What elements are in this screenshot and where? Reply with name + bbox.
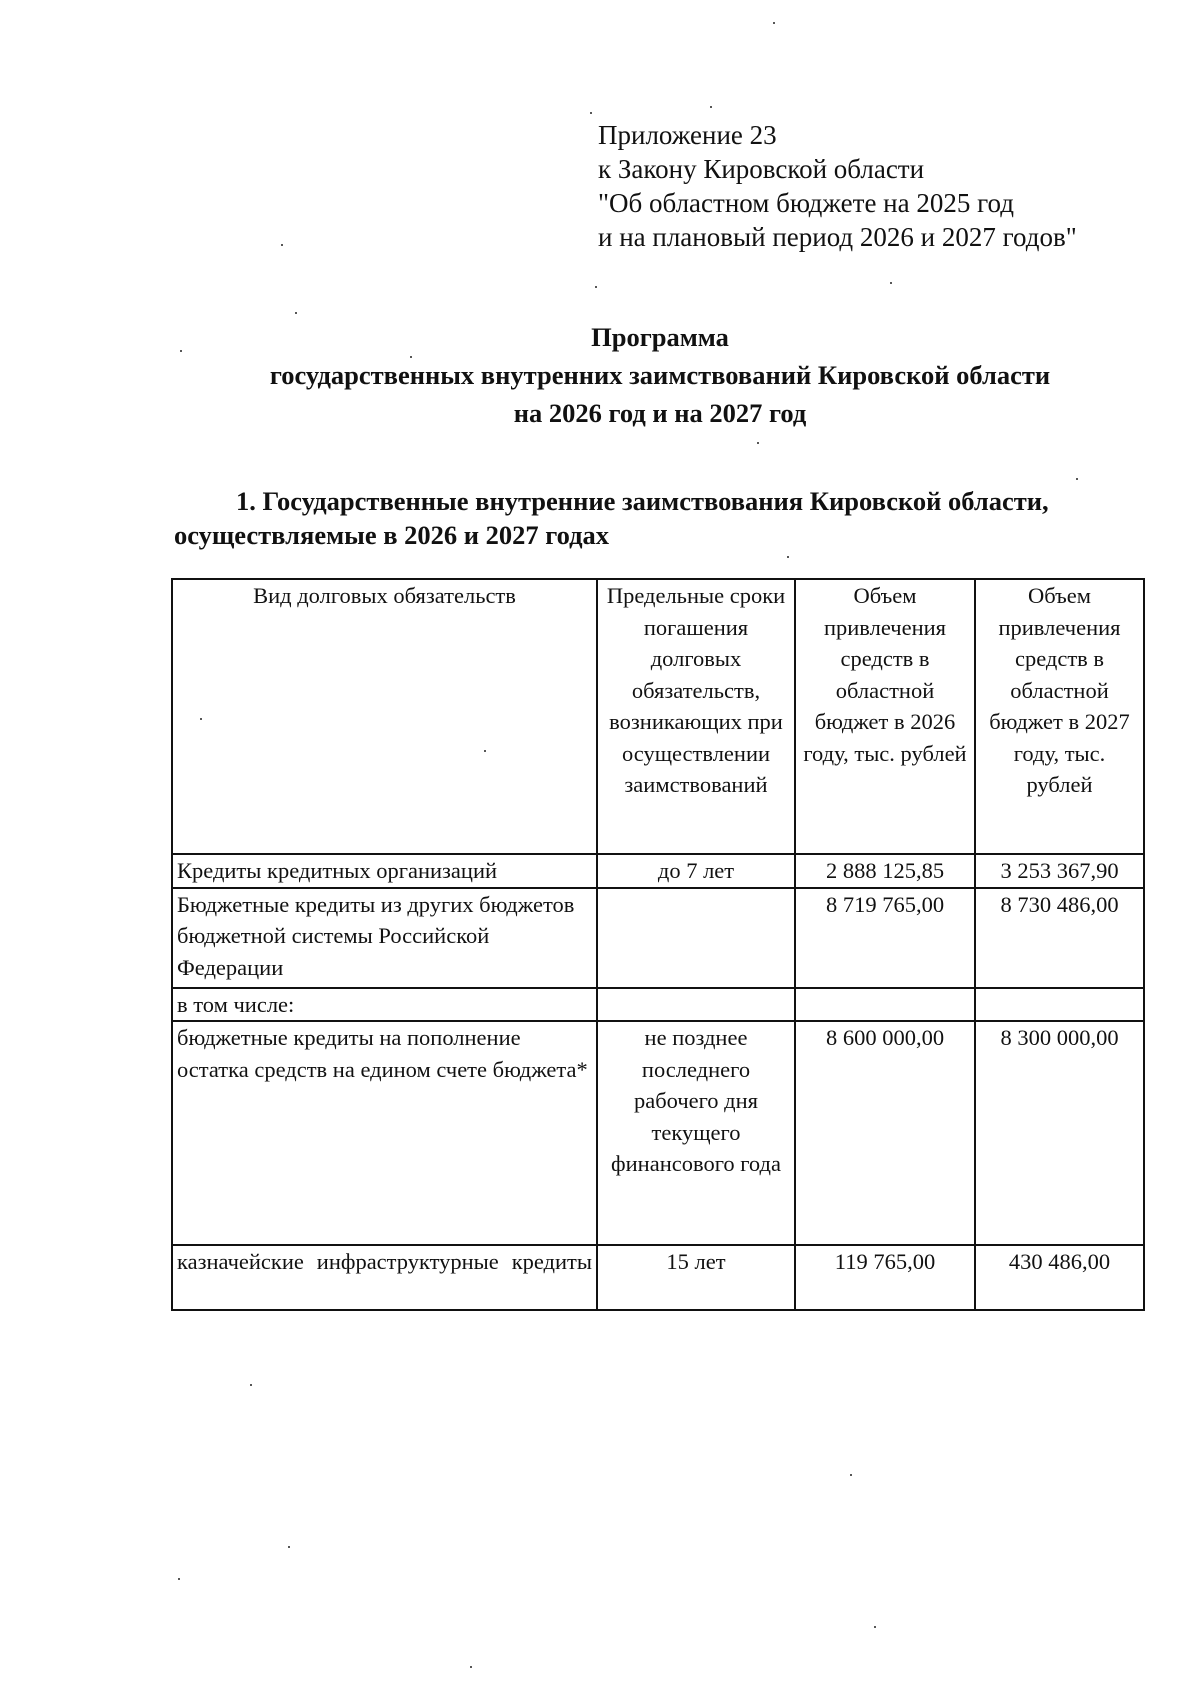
- cell-volume-2026: 8 600 000,00: [795, 1021, 975, 1245]
- title-line: государственных внутренних заимствований Кировской области: [269, 360, 1051, 390]
- cell-maturity: [597, 988, 795, 1022]
- scan-speck: [180, 350, 182, 352]
- column-header-debt-type: Вид долговых обязательств: [172, 579, 597, 854]
- title-line: Программа: [591, 322, 729, 352]
- scan-speck: [787, 556, 789, 558]
- cell-volume-2027: 8 730 486,00: [975, 888, 1144, 988]
- cell-volume-2026: 8 719 765,00: [795, 888, 975, 988]
- cell-debt-type: бюджетные кредиты на пополнение остатка средств на едином счете бюджета*: [172, 1021, 597, 1245]
- scan-speck: [710, 106, 712, 108]
- scan-speck: [1076, 478, 1078, 480]
- scan-speck: [288, 1546, 290, 1548]
- scan-speck: [484, 750, 486, 752]
- table-row: [172, 1245, 1144, 1310]
- table-row: [172, 988, 1144, 1022]
- cell-maturity: не позднее последнего рабочего дня текущего финансового года: [597, 1021, 795, 1245]
- appendix-line: Приложение 23: [598, 120, 777, 150]
- cell-volume-2026: 2 888 125,85: [795, 854, 975, 888]
- scan-speck: [281, 244, 283, 246]
- cell-volume-2026: 119 765,00: [795, 1245, 975, 1310]
- section-heading-line: осуществляемые в 2026 и 2027 годах: [174, 520, 610, 550]
- cell-debt-type: в том числе:: [172, 988, 597, 1022]
- table-row: [172, 854, 1144, 888]
- cell-volume-2027: 430 486,00: [975, 1245, 1144, 1310]
- table-row: [172, 888, 1144, 988]
- cell-maturity: до 7 лет: [597, 854, 795, 888]
- appendix-line: к Закону Кировской области: [598, 154, 925, 184]
- scan-speck: [874, 1626, 876, 1628]
- scan-speck: [757, 442, 759, 444]
- table-row: [172, 1021, 1144, 1245]
- scan-speck: [850, 1474, 852, 1476]
- scan-speck: [200, 718, 202, 720]
- scan-speck: [890, 282, 892, 284]
- section-heading: [174, 484, 1174, 552]
- cell-maturity: [597, 888, 795, 988]
- scan-speck: [410, 356, 412, 358]
- document-title: [160, 318, 1160, 432]
- cell-maturity: 15 лет: [597, 1245, 795, 1310]
- cell-volume-2027: [975, 988, 1144, 1022]
- cell-volume-2026: [795, 988, 975, 1022]
- scan-speck: [595, 286, 597, 288]
- scan-speck: [295, 312, 297, 314]
- scan-speck: [773, 22, 775, 24]
- cell-debt-type: Бюджетные кредиты из других бюджетов бюджетной системы Российской Федерации: [172, 888, 597, 988]
- title-line: на 2026 год и на 2027 год: [513, 398, 807, 428]
- cell-debt-type: казначейские инфраструктурные кредиты: [172, 1245, 597, 1310]
- appendix-line: и на плановый период 2026 и 2027 годов": [598, 222, 1077, 252]
- appendix-line: "Об областном бюджете на 2025 год: [598, 188, 1014, 218]
- column-header-maturity: Предельные сроки погашения долговых обязательств, возникающих при осуществлении заимствований: [597, 579, 795, 854]
- scan-speck: [178, 1578, 180, 1580]
- table-header-row: [172, 579, 1144, 854]
- cell-volume-2027: 3 253 367,90: [975, 854, 1144, 888]
- scan-speck: [250, 1384, 252, 1386]
- section-heading-line: 1. Государственные внутренние заимствования Кировской области,: [236, 486, 1049, 516]
- scan-speck: [470, 1666, 472, 1668]
- column-header-volume-2026: Объем привлечения средств в областной бюджет в 2026 году, тыс. рублей: [795, 579, 975, 854]
- appendix-note: [598, 118, 1077, 254]
- borrowings-table: [171, 578, 1145, 1311]
- cell-volume-2027: 8 300 000,00: [975, 1021, 1144, 1245]
- scan-speck: [590, 112, 592, 114]
- cell-debt-type: Кредиты кредитных организаций: [172, 854, 597, 888]
- column-header-volume-2027: Объем привлечения средств в областной бюджет в 2027 году, тыс. рублей: [975, 579, 1144, 854]
